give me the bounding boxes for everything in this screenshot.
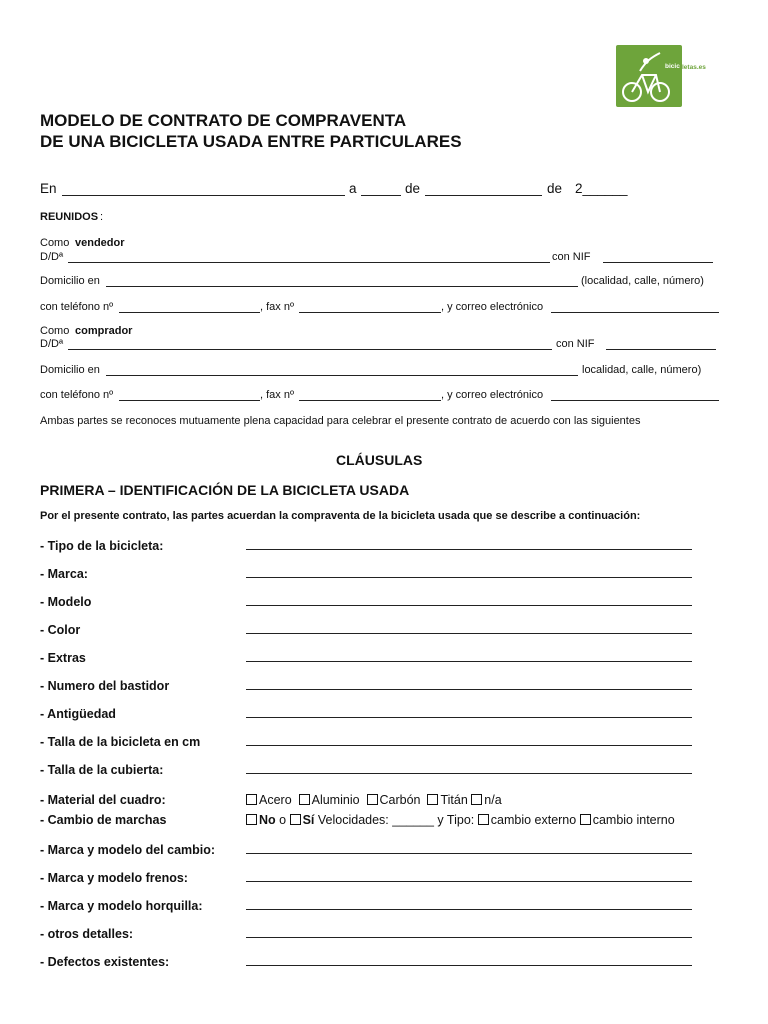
field-label: - Marca y modelo del cambio: (40, 843, 216, 857)
field-label: - Defectos existentes: (40, 955, 170, 969)
field-line[interactable] (246, 605, 692, 606)
field-row (40, 649, 86, 667)
material-option: n/a (484, 793, 502, 807)
field-row (40, 925, 133, 943)
day-line[interactable] (361, 195, 401, 196)
field-row (40, 593, 91, 611)
clausulas-heading: CLÁUSULAS (336, 452, 423, 468)
field-label: - Talla de la cubierta: (40, 763, 164, 777)
seller-role: vendedor (75, 237, 125, 249)
field-row (40, 621, 80, 639)
seller-domicilio-note: (localidad, calle, número) (581, 275, 704, 287)
field-line[interactable] (246, 717, 692, 718)
seller-fax-label: , fax nº (260, 301, 294, 313)
field-row (40, 761, 163, 779)
logo-text-ext: letas.es (682, 64, 706, 71)
seller-nif-label: con NIF (552, 251, 591, 263)
field-line[interactable] (246, 853, 692, 854)
field-line[interactable] (246, 881, 692, 882)
field-line[interactable] (246, 745, 692, 746)
month-label: de (405, 181, 421, 196)
cambio-options (246, 813, 675, 827)
material-checkbox[interactable] (367, 794, 378, 805)
seller-correo-line[interactable] (551, 312, 719, 313)
field-row (40, 953, 169, 971)
seller-correo-label: , y correo electrónico (441, 301, 544, 313)
year-value[interactable]: 2______ (575, 181, 628, 196)
field-label: - Modelo (40, 595, 92, 609)
field-row (40, 677, 169, 695)
field-line[interactable] (246, 633, 692, 634)
field-line[interactable] (246, 965, 692, 966)
material-options (246, 793, 502, 807)
seller-telefono-label: con teléfono nº (40, 301, 114, 313)
seller-name-line[interactable] (68, 262, 550, 263)
field-row (40, 841, 215, 859)
month-line[interactable] (425, 195, 542, 196)
cambio-velocidades: Velocidades: ______ y Tipo: (317, 813, 475, 827)
material-option: Carbón (379, 793, 421, 807)
field-label: - Marca y modelo horquilla: (40, 899, 203, 913)
material-checkbox[interactable] (427, 794, 438, 805)
cambio-si-checkbox[interactable] (290, 814, 301, 825)
field-row (40, 733, 200, 751)
material-option: Aluminio (311, 793, 360, 807)
field-line[interactable] (246, 909, 692, 910)
material-checkbox[interactable] (299, 794, 310, 805)
cambio-si-label: Sí (302, 813, 315, 827)
field-row (40, 565, 88, 583)
seller-nif-line[interactable] (603, 262, 713, 263)
seller-dd-label: D/Dª (40, 251, 64, 263)
logo-text: bicic (665, 63, 680, 70)
field-label: - Marca y modelo frenos: (40, 871, 188, 885)
field-line[interactable] (246, 577, 692, 578)
field-row (40, 897, 203, 915)
seller-telefono-line[interactable] (119, 312, 260, 313)
intro-text: Por el presente contrato, las partes acuerdan la compraventa de la bicicleta usada que se describe a continuación: (40, 510, 641, 522)
field-line[interactable] (246, 549, 692, 550)
buyer-fax-label: , fax nº (260, 389, 294, 401)
cambio-label: - Cambio de marchas (40, 813, 167, 827)
field-label: - Tipo de la bicicleta: (40, 539, 164, 553)
field-label: - Marca: (40, 567, 88, 581)
seller-domicilio-label: Domicilio en (40, 275, 100, 287)
day-label: a (349, 181, 357, 196)
seller-fax-line[interactable] (299, 312, 441, 313)
field-label: - Color (40, 623, 81, 637)
buyer-domicilio-line[interactable] (106, 375, 578, 376)
field-label: - otros detalles: (40, 927, 134, 941)
reunidos-colon: : (100, 211, 104, 223)
buyer-domicilio-label: Domicilio en (40, 364, 100, 376)
buyer-nif-line[interactable] (606, 349, 716, 350)
primera-heading: PRIMERA – IDENTIFICACIÓN DE LA BICICLETA USADA (40, 482, 410, 498)
cambio-interno-label: cambio interno (592, 813, 675, 827)
place-label: En (40, 181, 57, 196)
cambio-o-label: o (279, 813, 287, 827)
doc-title-line2: DE UNA BICICLETA USADA ENTRE PARTICULARES (40, 132, 462, 151)
seller-como: Como (40, 237, 70, 249)
buyer-correo-line[interactable] (551, 400, 719, 401)
doc-title-line1: MODELO DE CONTRATO DE COMPRAVENTA (40, 111, 407, 130)
buyer-role: comprador (75, 325, 133, 337)
buyer-domicilio-note: localidad, calle, número) (582, 364, 702, 376)
field-line[interactable] (246, 689, 692, 690)
bicycle-icon (616, 45, 682, 107)
material-checkbox[interactable] (246, 794, 257, 805)
field-label: - Antigüedad (40, 707, 116, 721)
place-line[interactable] (62, 195, 345, 196)
bicicletas-logo (616, 45, 682, 107)
buyer-nif-label: con NIF (556, 338, 595, 350)
buyer-dd-label: D/Dª (40, 338, 64, 350)
buyer-name-line[interactable] (68, 349, 552, 350)
buyer-fax-line[interactable] (299, 400, 441, 401)
field-line[interactable] (246, 773, 692, 774)
field-row (40, 537, 163, 555)
cambio-externo-checkbox[interactable] (478, 814, 489, 825)
reunidos-heading: REUNIDOS (40, 211, 99, 223)
cambio-no-label: No (259, 813, 276, 827)
material-checkbox[interactable] (471, 794, 482, 805)
seller-domicilio-line[interactable] (106, 286, 578, 287)
buyer-telefono-line[interactable] (119, 400, 260, 401)
cambio-externo-label: cambio externo (490, 813, 577, 827)
field-label: - Talla de la bicicleta en cm (40, 735, 201, 749)
field-line[interactable] (246, 661, 692, 662)
buyer-correo-label: , y correo electrónico (441, 389, 544, 401)
buyer-como: Como (40, 325, 70, 337)
cambio-no-checkbox[interactable] (246, 814, 257, 825)
field-line[interactable] (246, 937, 692, 938)
material-option: Titán (440, 793, 468, 807)
material-option: Acero (259, 793, 292, 807)
ambas-partes-text: Ambas partes se reconoces mutuamente plena capacidad para celebrar el presente contrato de acuerdo con las siguientes (40, 415, 641, 427)
field-row (40, 869, 188, 887)
year-label: de (547, 181, 563, 196)
field-label: - Extras (40, 651, 86, 665)
buyer-telefono-label: con teléfono nº (40, 389, 114, 401)
field-label: - Numero del bastidor (40, 679, 170, 693)
field-row (40, 705, 116, 723)
cambio-interno-checkbox[interactable] (580, 814, 591, 825)
material-label: - Material del cuadro: (40, 793, 166, 807)
